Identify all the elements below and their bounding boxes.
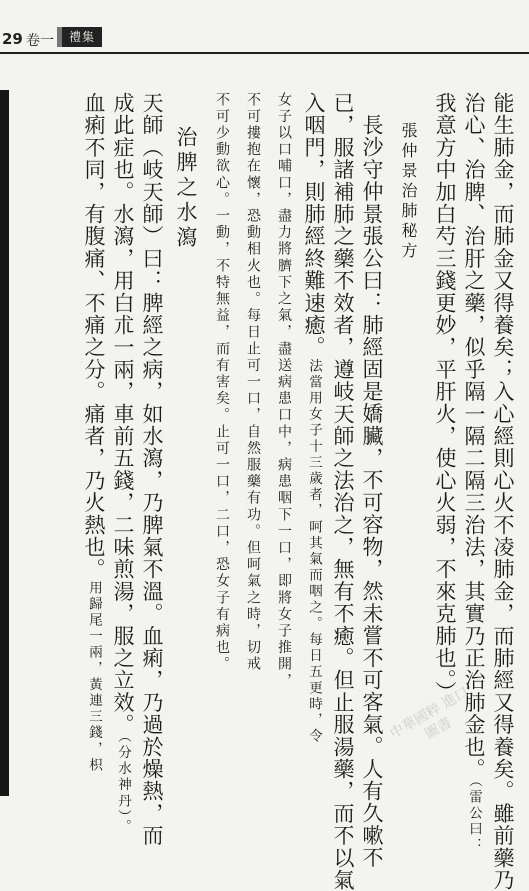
watermark-stamp: 中華國粹 進口圖書 — [387, 684, 472, 743]
text-column-small: 不可摟抱在懷，恐動相火也。每日止可一口，自然服藥有功。但呵氣之時，切戒 — [245, 92, 261, 673]
annotation-note: （雷公曰： — [466, 780, 482, 854]
annotation-note: （分水神丹）。 — [115, 735, 131, 836]
section-tag: 禮集 — [62, 27, 102, 47]
text-column: 血痢不同，有腹痛、不痛之分。痛者，乃火熱也。用歸尾一兩，黃連三錢，枳 — [82, 92, 106, 774]
volume-label: 卷一 — [26, 33, 54, 49]
text-column: 長沙守仲景張公曰：肺經固是嬌臟，不可容物，然未嘗不可客氣。人有久嗽不 — [360, 114, 384, 869]
annotation-note: 法當用女子十三歲者，呵其氣而咽之。每日五更時，令 — [306, 358, 322, 745]
page-edge-bar — [0, 90, 9, 796]
text-column: 我意方中加白芍三錢更妙，平肝火，使心火弱，不來克肺也。） — [433, 92, 457, 704]
text-column: 已，服諸補肺之藥不效者，遵岐天師之法治之，無有不癒。但止服湯藥，而不以氣 — [331, 92, 355, 891]
page-number: 29 — [2, 30, 23, 48]
vertical-text-body — [52, 92, 517, 891]
text-column: 入咽門，則肺經終難速癒。法當用女子十三歲者，呵其氣而咽之。每日五更時，令 — [302, 92, 326, 745]
section-heading: 治脾之水瀉 — [174, 126, 198, 251]
header-rule — [0, 52, 529, 54]
text-column: 成此症也。水瀉，用白朮一兩，車前五錢，二味煎湯，服之立效。（分水神丹）。 — [111, 92, 135, 836]
text-column-small: 女子以口哺口，盡力將臍下之氣，盡送病患口中，病患咽下一口，即將女子推開， — [276, 92, 292, 690]
text-column: 能生肺金，而肺金又得養矣；入心經則心火不凌肺金，而肺經又得養矣。雖前藥乃 — [491, 92, 515, 891]
section-heading: 張仲景治肺秘方 — [399, 122, 418, 262]
annotation-note: 用歸尾一兩，黃連三錢，枳 — [86, 580, 102, 774]
page-header — [0, 0, 529, 52]
text-column: 治心、治脾、治肝之藥，似乎隔一隔二隔三治法，其實乃正治肺金也。（雷公曰： — [462, 92, 486, 854]
text-column: 天師（岐天師）曰：脾經之病，如水瀉，乃脾氣不溫。血痢，乃過於燥熱，而 — [140, 92, 164, 847]
text-column-small: 不可少動欲心。一動，不特無益，而有害矣。止可一口，二口，恐女子有病也。 — [214, 92, 230, 673]
